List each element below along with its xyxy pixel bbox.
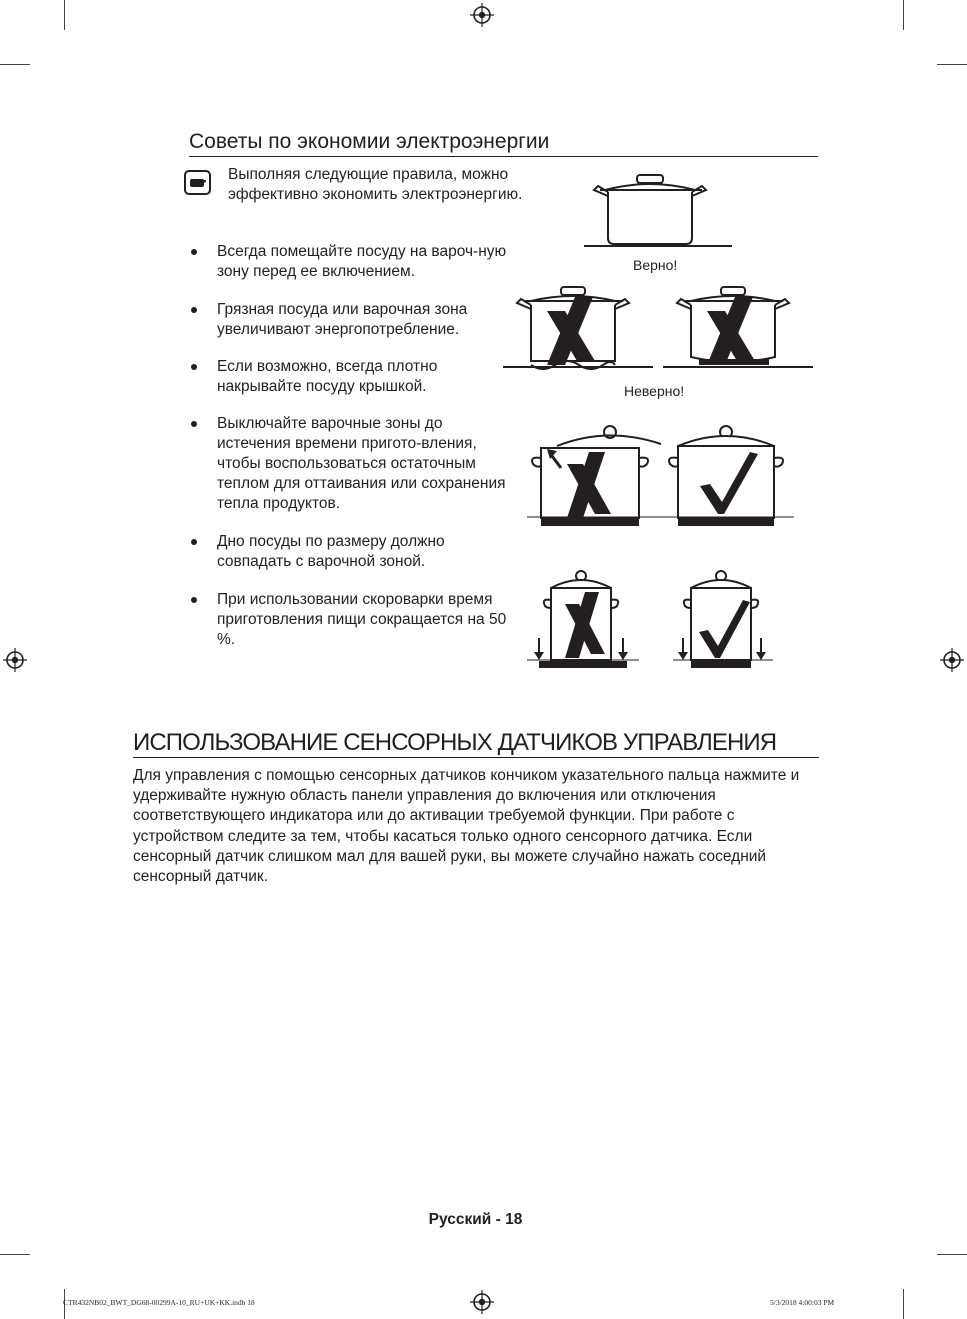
registration-mark-icon (470, 3, 494, 27)
crop-mark (0, 64, 30, 65)
pan-size-mismatch-incorrect-illustration (527, 568, 639, 672)
page-number: Русский - 18 (428, 1211, 523, 1228)
section-body-text: Для управления с помощью сенсорных датчиков кончиком указательного пальца нажмите и удерживайте нужную область панели управления до включения или отключения соответствующего индикатора или до активации требуемой функции. При работе с устройством следите за тем, чтобы касаться только одного сенсорного датчика. Если сенсорный датчик слишком мал для вашей руки, вы можете случайно нажать соседний сенсорный датчик. (133, 767, 800, 886)
list-item: Всегда помещайте посуду на вароч-ную зону перед ее включением. (189, 242, 519, 282)
crop-mark (0, 1254, 30, 1255)
crop-mark (903, 1289, 904, 1319)
footer-file-name: CTR432NB02_BWT_DG68-00299A-10_RU+UK+KK.indb 18 (63, 1298, 255, 1307)
list-item: При использовании скороварки время приготовления пищи сокращается на 50 %. (189, 590, 519, 650)
footer-date: 5/3/2018 4:00:03 PM (770, 1298, 835, 1307)
pot-lid-open-incorrect-illustration (527, 422, 667, 530)
list-item: Выключайте варочные зоны до истечения времени пригото-вления, чтобы воспользоваться остаточным теплом для оттаивания или сохранения тепла продуктов. (189, 414, 519, 514)
label-correct: Верно! (633, 257, 678, 273)
pot-correct-illustration (580, 170, 740, 250)
pointing-hand-icon (184, 170, 211, 195)
section-title-touch-controls: ИСПОЛЬЗОВАНИЕ СЕНСОРНЫХ ДАТЧИКОВ УПРАВЛЕНИЯ (133, 729, 819, 758)
registration-mark-icon (940, 648, 964, 672)
crop-mark (903, 0, 904, 30)
crop-mark (64, 0, 65, 30)
list-item: Дно посуды по размеру должно совпадать с варочной зоной. (189, 532, 519, 572)
list-item: Грязная посуда или варочная зона увеличивают энергопотребление. (189, 300, 519, 340)
registration-mark-icon (470, 1290, 494, 1314)
crop-mark (937, 1254, 967, 1255)
pot-dirty-incorrect-illustration (503, 283, 663, 378)
pot-lid-closed-correct-illustration (666, 422, 796, 530)
pan-size-match-correct-illustration (673, 568, 773, 672)
label-incorrect: Неверно! (624, 383, 685, 399)
list-item: Если возможно, всегда плотно накрывайте посуду крышкой. (189, 357, 519, 397)
crop-mark (937, 64, 967, 65)
tips-list (189, 242, 519, 650)
note-text: Выполняя следующие правила, можно эффективно экономить электроэнергию. (228, 166, 523, 203)
section-title-energy-saving: Советы по экономии электроэнергии (189, 128, 818, 157)
pot-warped-incorrect-illustration (663, 283, 818, 378)
registration-mark-icon (3, 648, 27, 672)
